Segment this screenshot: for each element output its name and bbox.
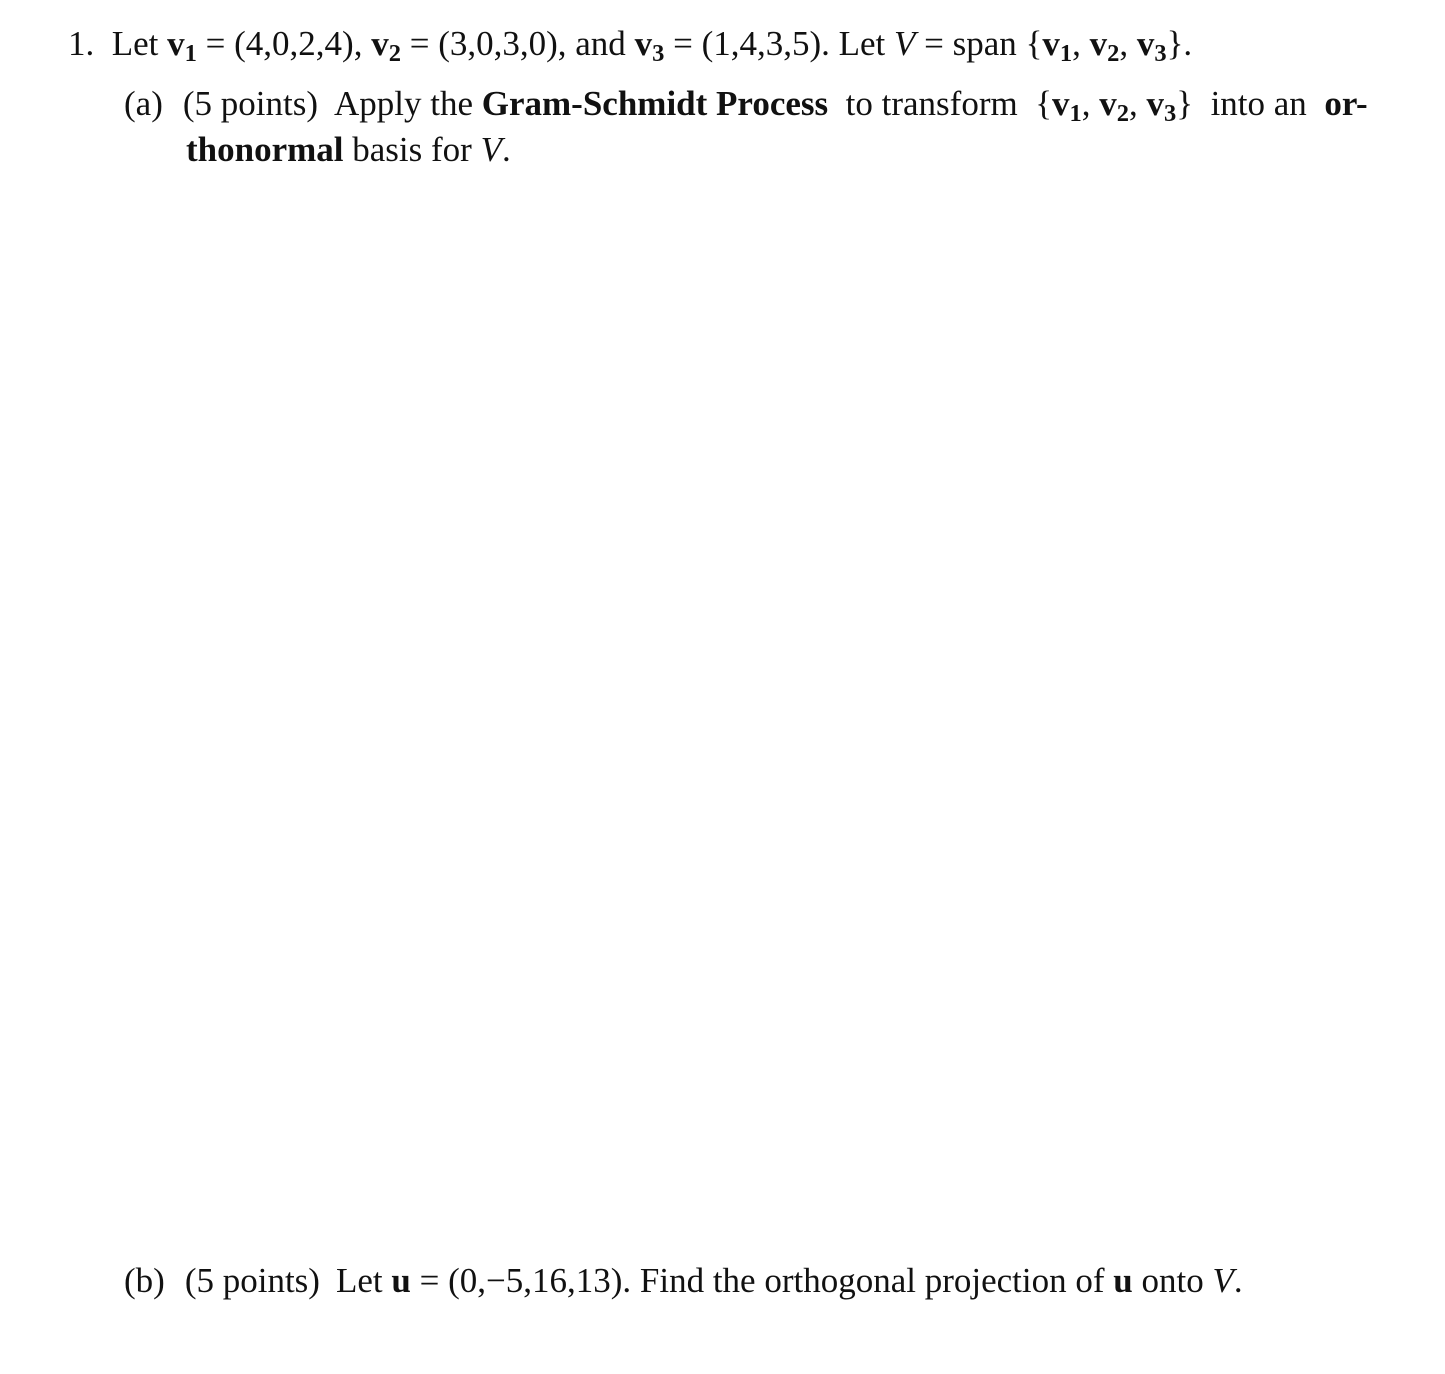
- span-word: span: [952, 24, 1017, 63]
- set-v3: $v_3$: [1136, 24, 1167, 68]
- u-symbol-2: u: [1113, 1261, 1133, 1300]
- part-a-prompt-line2: thonormal basis for V.: [186, 130, 511, 169]
- orthonormal-term-part1: or-: [1324, 84, 1368, 123]
- set-a-v1: $v_1$: [1052, 84, 1082, 128]
- part-b-label: (b): [124, 1261, 165, 1300]
- part-b-space-var: V: [1212, 1261, 1234, 1300]
- problem-statement: 1. Let $v_1 = (4,0,2,4)$, $v_2 = (3,0,3,0)$, and $v_3 = (1,4,3,5)$. Let V = span {$v_1$, $v_2$, $v_3$}.: [68, 24, 1193, 68]
- orthonormal-term-part2: thonormal: [186, 130, 344, 169]
- let-word: Let: [111, 24, 159, 63]
- set-a-v2: $v_2$: [1099, 84, 1130, 128]
- part-a-text-middle: to transform: [845, 84, 1018, 123]
- problem-number: 1.: [68, 24, 95, 63]
- set-v1: $v_1$: [1042, 24, 1073, 68]
- u-symbol: u: [391, 1261, 411, 1300]
- onto-word: onto: [1141, 1261, 1204, 1300]
- vector-v2-symbol: $v_2$: [371, 24, 401, 68]
- vector-v1-symbol: $v_1$: [167, 24, 197, 68]
- part-b-let-word: Let: [335, 1261, 383, 1300]
- set-a-v3: $v_3$: [1146, 84, 1177, 128]
- part-a-points: (5 points): [182, 84, 318, 123]
- and-word: and: [575, 24, 626, 63]
- part-a-answer-space: [124, 180, 1414, 1240]
- gram-schmidt-term: Gram-Schmidt Process: [481, 84, 829, 123]
- part-a-prompt-line1: (a) (5 points) Apply the Gram-Schmidt Process to transform {$v_1$, $v_2$, $v_3$} into an or-: [124, 84, 1368, 128]
- vector-v3-symbol: $v_3$: [634, 24, 665, 68]
- space-var: V: [894, 24, 916, 63]
- part-a-text-into: into an: [1210, 84, 1307, 123]
- u-value: (0,−5,16,13): [448, 1261, 623, 1300]
- part-a-space-var: V: [480, 130, 502, 169]
- part-b-points: (5 points): [184, 1261, 320, 1300]
- let2-word: Let: [838, 24, 886, 63]
- v1-value: (4,0,2,4): [234, 24, 354, 63]
- part-a-text-before: Apply the: [334, 84, 474, 123]
- part-b-prompt: (b) (5 points) Let u = (0,−5,16,13). Find the orthogonal projection of u onto V.: [124, 1261, 1243, 1300]
- v2-value: (3,0,3,0): [438, 24, 558, 63]
- part-b-text-find: Find the orthogonal projection of: [639, 1261, 1105, 1300]
- set-v2: $v_2$: [1089, 24, 1120, 68]
- v3-value: (1,4,3,5): [701, 24, 822, 63]
- part-a-label: (a): [124, 84, 163, 123]
- part-a-text-end: basis for: [352, 130, 472, 169]
